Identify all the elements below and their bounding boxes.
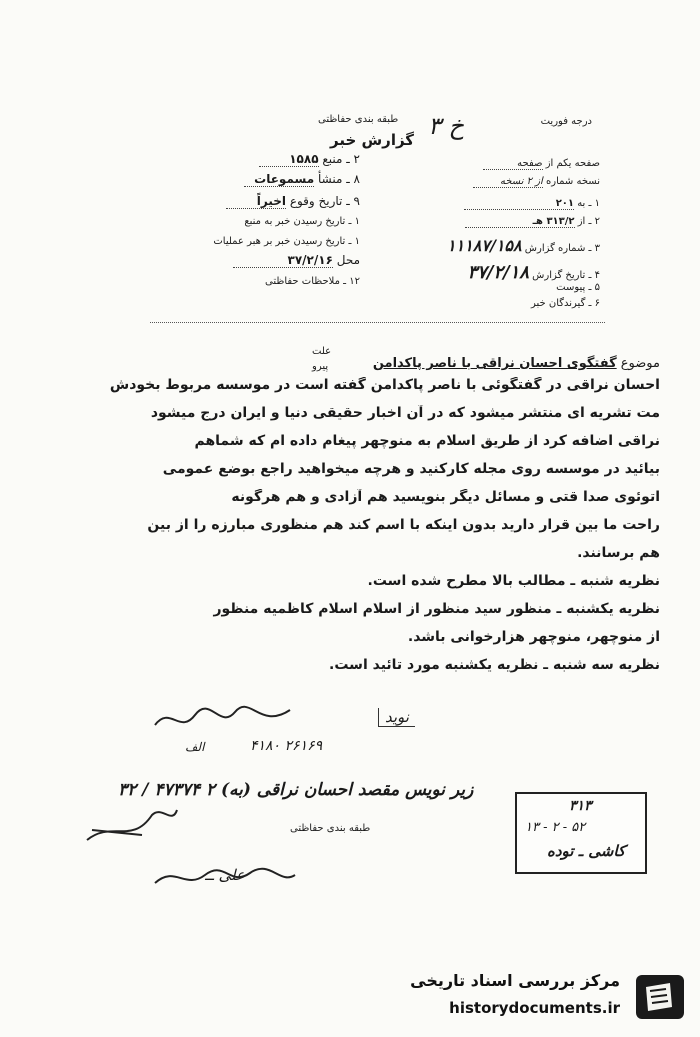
- ref-line: ۲۶۱۶۹ ۴۱۸۰: [250, 738, 323, 754]
- stamp-line-1: ۳۱۳: [569, 798, 592, 814]
- body-line: هم برسانند.: [577, 545, 660, 561]
- subject-line: [340, 356, 660, 371]
- field-attachment: ۵ ـ پیوست: [556, 282, 600, 293]
- field-source: ۲ ـ منبع ۱۵۸۵: [160, 152, 360, 167]
- bottom-signature: علی ــ: [205, 866, 245, 884]
- subject-label: موضوع: [620, 356, 660, 371]
- comment-line: نظریه شنبه ـ مطالب بالا مطرح شده است.: [367, 573, 660, 589]
- archive-logo-icon: [632, 971, 688, 1023]
- comment-line: از منوچهر، منوچهر هزارخوانی باشد.: [407, 629, 660, 645]
- comment-line: نظریه یکشنبه ـ منظور سید منظور از اسلام اسلام کاظمیه منظور: [213, 601, 660, 617]
- subject-side-bottom: پیرو: [312, 361, 329, 372]
- body-line: نراقی اضافه کرد از طریق اسلام به منوچهر پیغام داده ام که شماهم: [194, 433, 660, 449]
- subject-side-top: علت: [312, 346, 332, 357]
- field-page-number: صفحه یکم از صفحه: [400, 158, 600, 170]
- priority-label: درجه فوریت: [540, 116, 592, 127]
- field-security-notes: ۱۲ ـ ملاحظات حفاظتی: [265, 276, 360, 287]
- body-line: مت تشریه ای منتشر میشود که در آن اخبار حقیقی دنیا و ایران درج میشود: [150, 405, 660, 421]
- registration-stamp: [515, 792, 647, 874]
- signature-scribble-left: [82, 800, 182, 850]
- footer-watermark: [400, 957, 700, 1037]
- field-report-number: ۳ ـ شماره گزارش ۱۱۱۸۷/۱۵۸: [447, 236, 600, 255]
- body-line: اتوئوی صدا قتی و مسائل دیگر بنویسید هم آزادی و هم هرگونه: [231, 489, 660, 505]
- report-title: گزارش خبر: [330, 131, 415, 149]
- field-report-date: ۴ ـ تاریخ گزارش ۳۷/۲/۱۸: [467, 262, 600, 283]
- field-event-date: ۹ ـ تاریخ وقوع اخیراً: [160, 194, 360, 209]
- handwritten-mark: ۳ خ: [428, 112, 465, 140]
- field-copy-number: نسخه شماره از ۲ نسخه: [400, 176, 600, 188]
- header-divider: [150, 322, 605, 323]
- ref-mark: الف: [185, 740, 205, 754]
- body-line: بیائید در موسسه روی مجله کارکنید و هرچه میخواهید راجع بوضع عمومی: [162, 461, 660, 477]
- footer-url: historydocuments.ir: [449, 999, 620, 1017]
- subject-text: گفتگوی احسان نراقی با ناصر پاکدامن: [372, 356, 617, 371]
- comment-line: نظریه سه شنبه ـ نظریه یکشنبه مورد تائید است.: [329, 657, 660, 673]
- signature-scribble-top: [150, 700, 300, 740]
- classification-label: طبقه بندی حفاظتی: [318, 114, 399, 125]
- handwritten-note: زیر نویس مقصد احسان نراقی (به) ۲ ۴۷۳۷۴ / ۳۲: [118, 780, 474, 800]
- signature-scribble-bottom: [150, 855, 300, 895]
- footer-classification-label: طبقه بندی حفاظتی: [290, 823, 371, 834]
- body-line: راحت ما بین قرار دارید بدون اینکه با اسم کند هم منظوری مبارزه را از بین: [147, 517, 660, 533]
- seal-label: نوید: [378, 708, 415, 727]
- field-recipients: ۶ ـ گیرندگان خبر: [530, 298, 600, 309]
- field-from: ۲ ـ از ۳۱۳/۲ هـ: [400, 216, 600, 228]
- field-source-received-date: ۱ ـ تاریخ رسیدن خبر به منبع: [244, 216, 360, 227]
- footer-org-name: مرکز بررسی اسناد تاریخی: [410, 971, 620, 990]
- field-location: محل ۳۷/۲/۱۶: [160, 253, 360, 268]
- body-line: احسان نراقی در گفتگوئی با ناصر پاکدامن گفته است در موسسه مربوط بخودش: [109, 377, 660, 393]
- field-to: ۱ ـ به ۲۰۱: [400, 198, 600, 210]
- stamp-line-3: کاشی ـ توده: [547, 842, 626, 860]
- field-origin: ۸ ـ منشأ مسموعات: [160, 172, 360, 187]
- field-ops-received-date: ۱ ـ تاریخ رسیدن خبر بر هبر عملیات: [213, 236, 360, 247]
- stamp-line-2: ۱۳ - ۲ - ۵۲: [525, 820, 586, 835]
